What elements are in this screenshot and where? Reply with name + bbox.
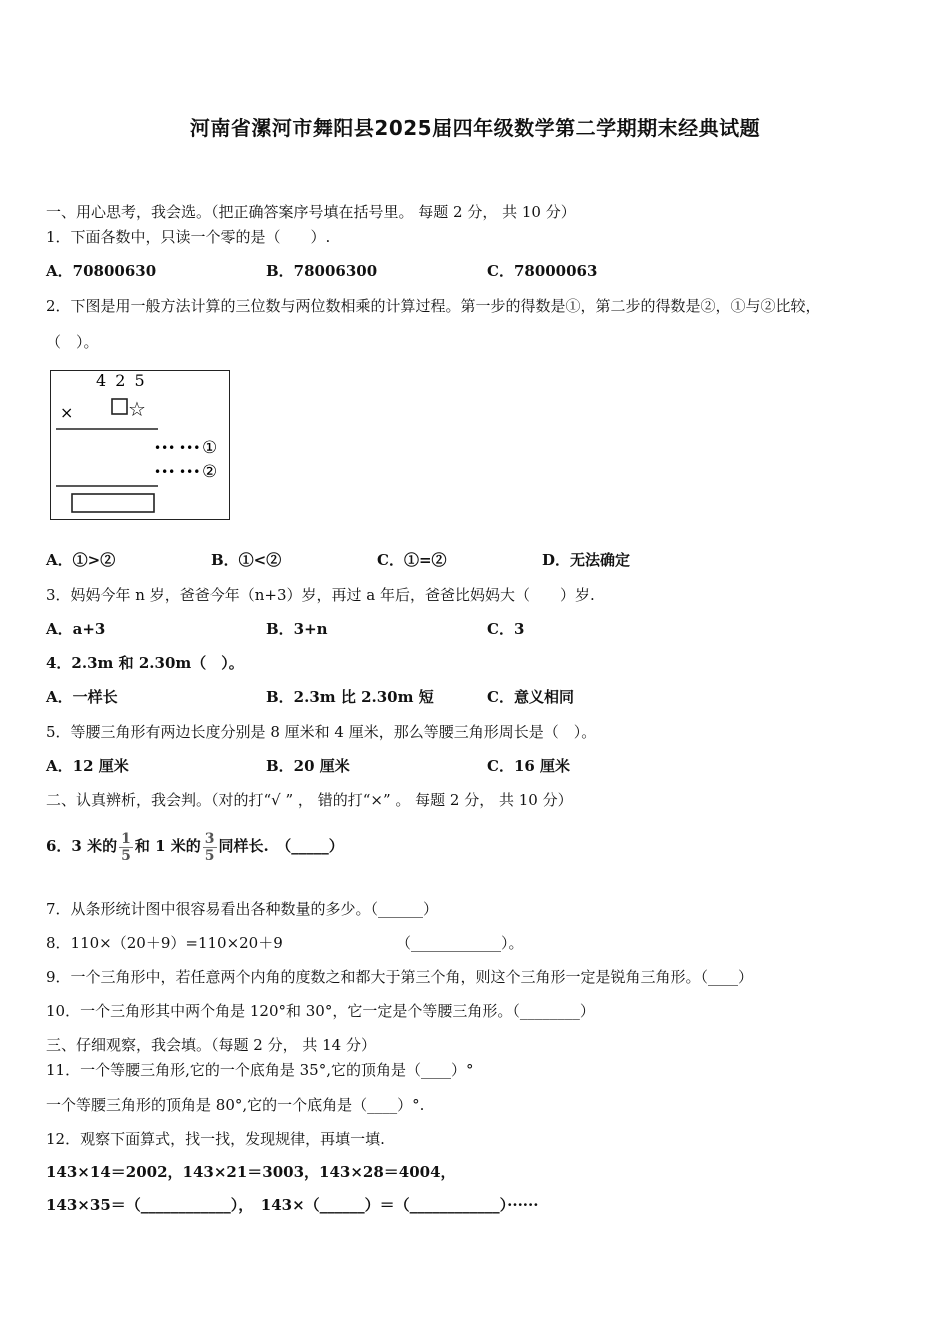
- q4-text: 4．2.3m 和 2.30m（ ）。: [46, 654, 244, 672]
- q1-text: 1．下面各数中，只读一个零的是（ ）.: [46, 228, 331, 246]
- page-title: 河南省漯河市舞阳县2025届四年级数学第二学期期末经典试题: [189, 116, 761, 140]
- q5-text: 5．等腰三角形有两边长度分别是 8 厘米和 4 厘米，那么等腰三角形周长是（ ）。: [46, 723, 597, 741]
- figure-multiplicand: 4 2 5: [96, 371, 147, 390]
- section2-heading: 二、认真辨析，我会判。（对的打“√ ” ， 错的打“×” 。 每题 2 分， 共 10 分）: [46, 791, 573, 809]
- q5-option-a: A．12 厘米: [46, 757, 129, 775]
- q12-line1: 143×14＝2002，143×21＝3003，143×28＝4004，: [46, 1163, 456, 1181]
- q6-fraction-2: [203, 831, 217, 864]
- q6-part3: 同样长. （_____）: [218, 837, 344, 855]
- q12-text: 12．观察下面算式，找一找，发现规律，再填一填.: [46, 1130, 385, 1148]
- figure-times-sign: ×: [60, 403, 74, 422]
- q10-text: 10．一个三角形其中两个角是 120°和 30°，它一定是个等腰三角形。（________）: [46, 1002, 595, 1020]
- q4-option-c: C．意义相同: [487, 688, 574, 706]
- star-icon: ☆: [128, 397, 146, 421]
- q4-option-b: B．2.3m 比 2.30m 短: [266, 688, 434, 706]
- figure-dots-2: ••• •••: [154, 465, 201, 479]
- section3-heading: 三、仔细观察，我会填。（每题 2 分， 共 14 分）: [46, 1036, 376, 1054]
- q1-option-c: C．78000063: [487, 262, 598, 280]
- q6-part1: 6．3 米的: [46, 837, 118, 855]
- q6-fraction-1-denominator: 5: [121, 847, 131, 864]
- q5-option-b: B．20 厘米: [266, 757, 350, 775]
- q6-fraction-1: [119, 831, 133, 864]
- figure-mark-1: ①: [202, 438, 218, 458]
- q1-option-a: A．70800630: [46, 262, 157, 280]
- q2-option-d: D．无法确定: [542, 551, 631, 569]
- q6-fraction-2-denominator: 5: [204, 847, 215, 864]
- q6-fraction-2-numerator: 3: [204, 830, 215, 847]
- q6-part2: 和 1 米的: [134, 837, 201, 855]
- q3-option-b: B．3+n: [266, 620, 328, 638]
- q9-text: 9．一个三角形中，若任意两个内角的度数之和都大于第三个角，则这个三角形一定是锐角三角形。（____）: [46, 968, 754, 986]
- q11-text-continued: 一个等腰三角形的顶角是 80°,它的一个底角是（____）°.: [46, 1096, 425, 1114]
- figure-dots-1: ••• •••: [154, 441, 201, 455]
- q4-option-a: A．一样长: [46, 688, 118, 706]
- q5-option-c: C．16 厘米: [487, 757, 571, 775]
- q3-option-c: C．3: [487, 620, 525, 638]
- q2-option-a: A．①>②: [46, 551, 116, 569]
- q1-option-b: B．78006300: [266, 262, 378, 280]
- q11-text: 11．一个等腰三角形,它的一个底角是 35°,它的顶角是（____）°: [46, 1061, 474, 1079]
- q8-answer-blank: （____________）。: [396, 934, 524, 952]
- square-icon: [112, 399, 127, 414]
- multiplication-figure: [50, 370, 230, 520]
- q7-text: 7．从条形统计图中很容易看出各种数量的多少。（______）: [46, 900, 439, 918]
- q6-text: [46, 816, 344, 876]
- figure-mark-2: ②: [202, 462, 218, 482]
- q2-option-c: C．①=②: [377, 551, 447, 569]
- q12-line2: 143×35＝（____________）， 143×（______）＝（____________）······: [46, 1196, 539, 1214]
- section1-heading: 一、用心思考，我会选。（把正确答案序号填在括号里。 每题 2 分， 共 10 分）: [46, 203, 576, 221]
- q3-text: 3．妈妈今年 n 岁，爸爸今年（n+3）岁，再过 a 年后，爸爸比妈妈大（ ）岁.: [46, 586, 595, 604]
- q8-expression: 8．110×（20＋9）=110×20＋9: [46, 934, 283, 952]
- q2-option-b: B．①<②: [211, 551, 282, 569]
- q6-fraction-1-numerator: 1: [121, 830, 131, 847]
- q2-text-continued: （ ）。: [46, 333, 99, 351]
- q2-text: 2．下图是用一般方法计算的三位数与两位数相乘的计算过程。第一步的得数是①，第二步的得数是②，①与②比较，: [46, 297, 821, 315]
- figure-answer-box: [72, 494, 154, 512]
- q3-option-a: A．a+3: [46, 620, 106, 638]
